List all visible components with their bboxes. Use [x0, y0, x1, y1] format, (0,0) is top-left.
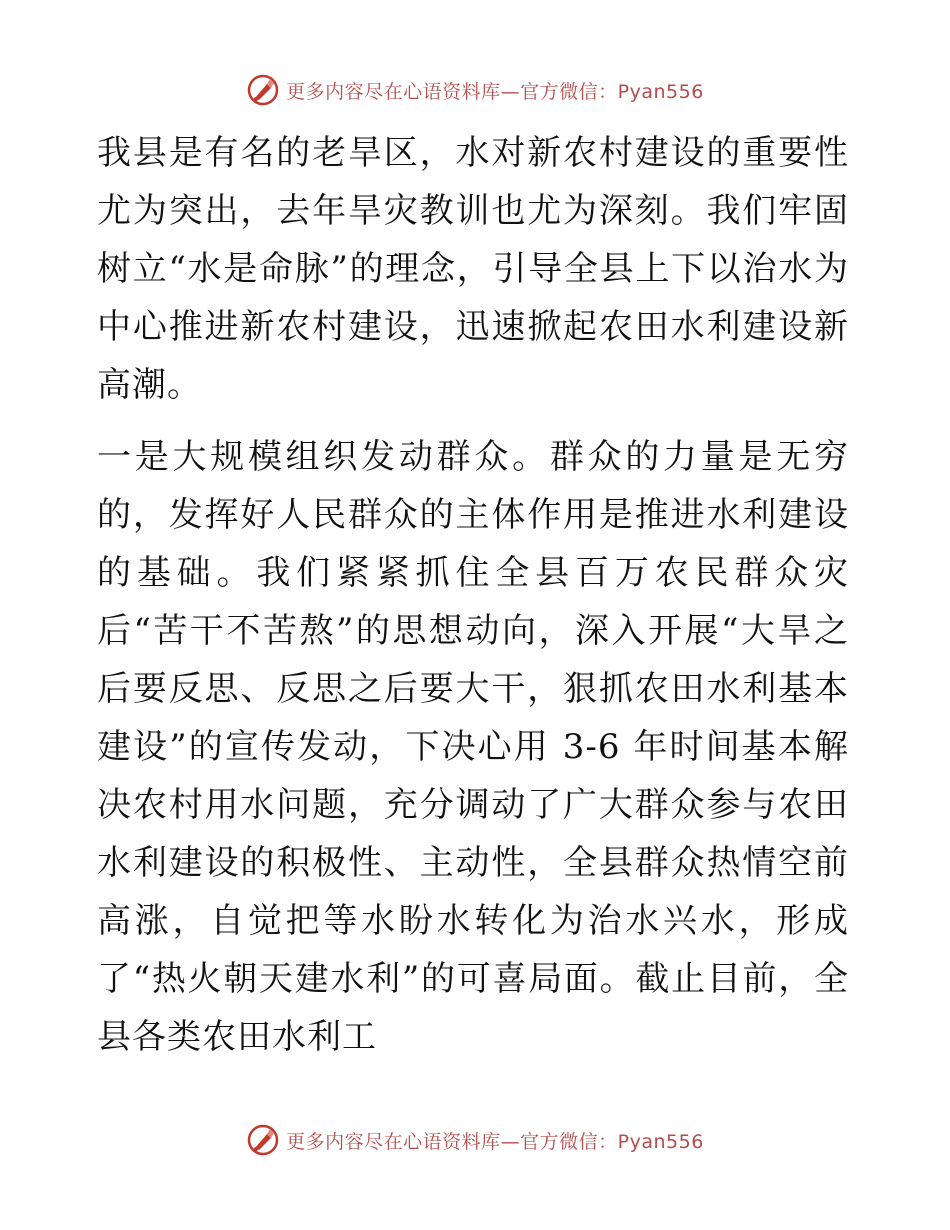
header-banner	[0, 70, 950, 110]
pen-nib-logo-icon	[246, 1123, 280, 1157]
header-banner-text: 更多内容尽在心语资料库—官方微信：Pyan556	[286, 80, 704, 103]
footer-banner-text: 更多内容尽在心语资料库—官方微信：Pyan556	[286, 1130, 704, 1153]
paragraph-mobilize-masses: 一是大规模组织发动群众。群众的力量是无穷的，发挥好人民群众的主体作用是推进水利建设的基础。我们紧紧抓住全县百万农民群众灾后“苦干不苦熬”的思想动向，深入开展“大旱之后要反思、反思之后要大干，狠抓农田水利基本建设”的宣传发动，下决心用 3-6 年时间基本解决农村用水问题，充分调动了广大群众参与农田水利建设的积极性、主动性，全县群众热情空前高涨，自觉把等水盼水转化为治水兴水，形成了“热火朝天建水利”的可喜局面。截止目前，全县各类农田水利工	[97, 437, 849, 1057]
pen-nib-logo-icon	[246, 73, 280, 107]
document-body	[97, 124, 849, 1066]
footer-banner	[0, 1120, 950, 1160]
paragraph-intro: 我县是有名的老旱区，水对新农村建设的重要性尤为突出，去年旱灾教训也尤为深刻。我们牢固树立“水是命脉”的理念，引导全县上下以治水为中心推进新农村建设，迅速掀起农田水利建设新高潮。	[97, 133, 849, 405]
